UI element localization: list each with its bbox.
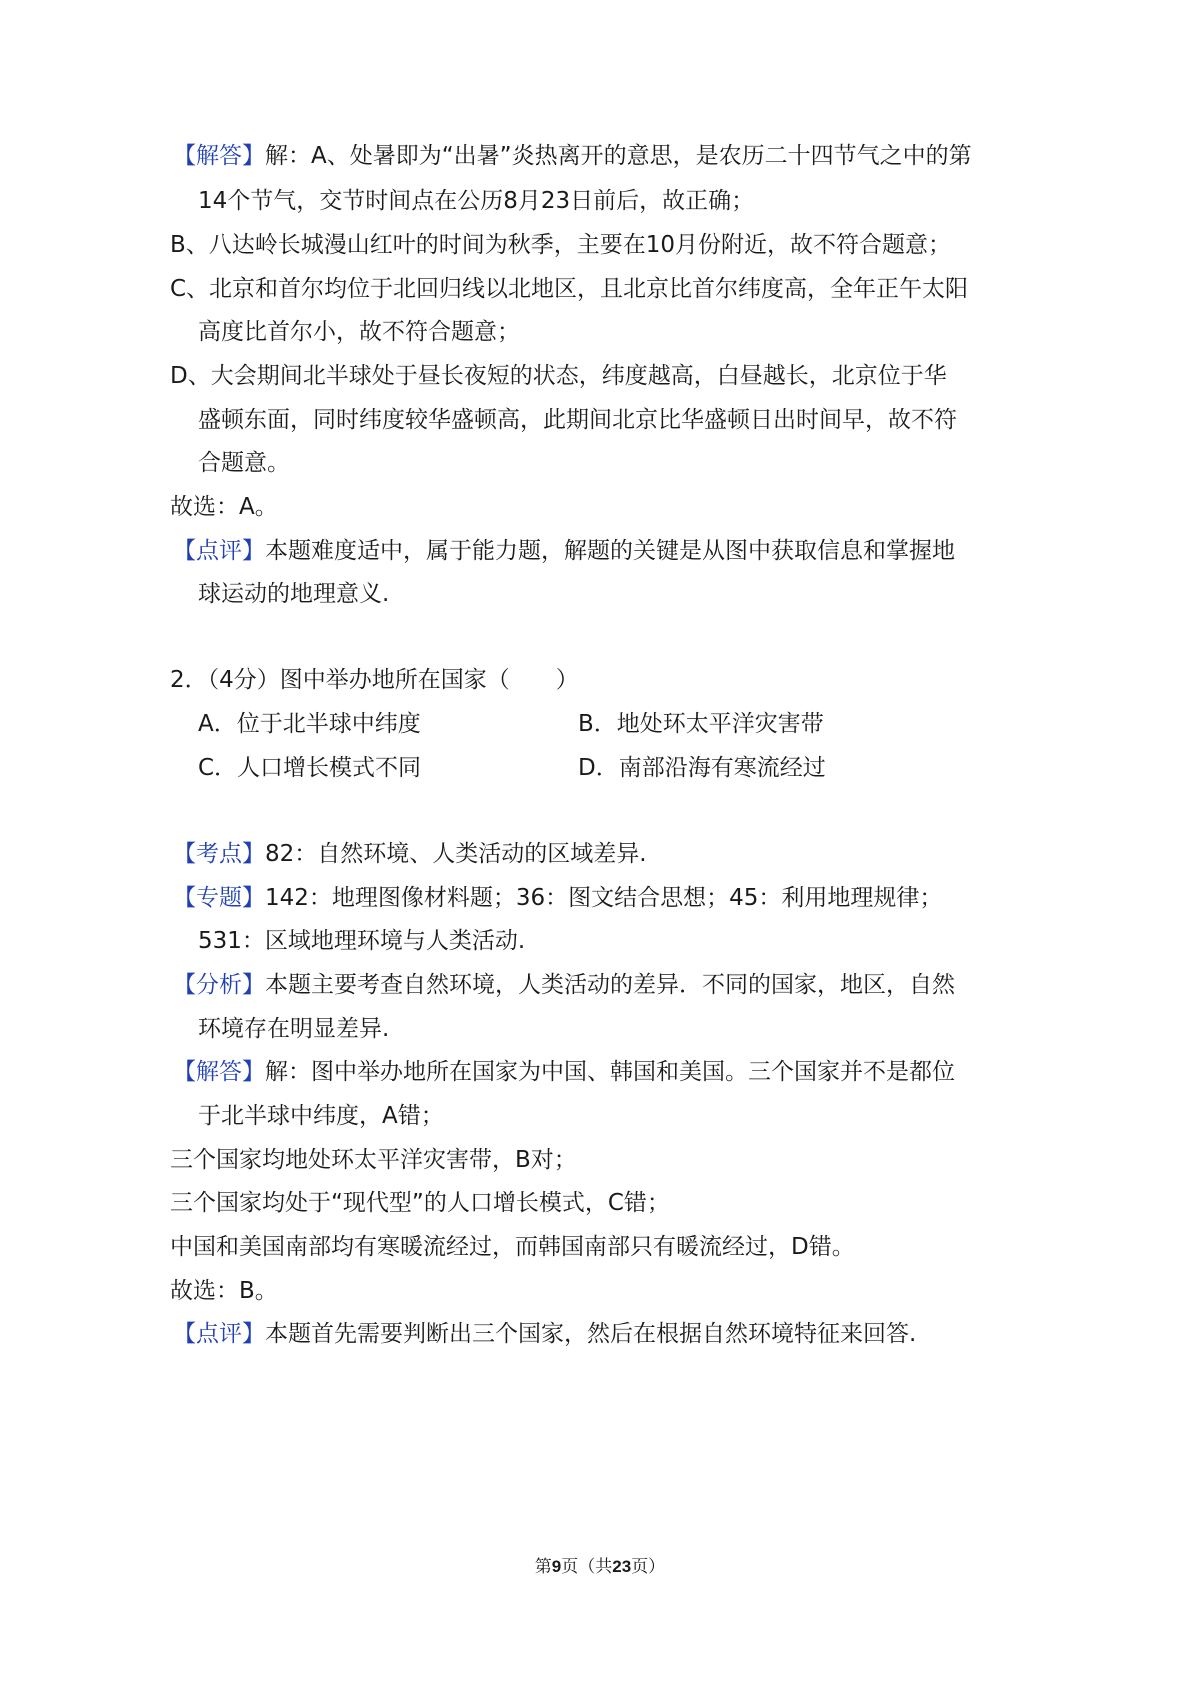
- q2-option-a: A．位于北半球中纬度: [198, 711, 421, 737]
- q1-option-d-explanation-2: 盛顿东面，同时纬度较华盛顿高，此期间北京比华盛顿日出时间早，故不符: [198, 407, 957, 433]
- q2-option-d: D．南部沿海有寒流经过: [578, 755, 826, 781]
- kaodian-text: 82：自然环境、人类活动的区域差异.: [265, 841, 647, 867]
- page-footer: [0, 1555, 1200, 1579]
- footer-page-number: 9: [551, 1557, 562, 1576]
- review-tag: 【点评】: [173, 538, 265, 564]
- q2-option-c: C．人口增长模式不同: [198, 755, 422, 781]
- q2-zhuanti-line-1: [173, 883, 942, 913]
- q2-zhuanti-line-2: 531：区域地理环境与人类活动.: [198, 928, 526, 954]
- footer-suffix: 页）: [631, 1557, 666, 1577]
- q1-option-c-explanation-1: C、北京和首尔均位于北回归线以北地区，且北京比首尔纬度高，全年正午太阳: [170, 276, 969, 302]
- review-text: 本题首先需要判断出三个国家，然后在根据自然环境特征来回答.: [265, 1321, 917, 1347]
- q2-review: [173, 1319, 916, 1349]
- fenxi-text: 本题主要考查自然环境，人类活动的差异．不同的国家，地区，自然: [265, 972, 955, 998]
- fenxi-tag: 【分析】: [173, 972, 265, 998]
- zhuanti-tag: 【专题】: [173, 885, 265, 911]
- review-tag: 【点评】: [173, 1321, 265, 1347]
- q2-fenxi-line-2: 环境存在明显差异.: [198, 1016, 390, 1042]
- q2-answer-line-2: 于北半球中纬度，A错；: [198, 1103, 444, 1129]
- q1-choice: 故选：A。: [170, 494, 278, 520]
- q2-choice: 故选：B。: [170, 1278, 278, 1304]
- answer-text: 解：图中举办地所在国家为中国、韩国和美国。三个国家并不是都位: [265, 1059, 955, 1085]
- q2-kaodian: [173, 839, 647, 869]
- answer-text: 解：A、处暑即为“出暑”炎热离开的意思，是农历二十四节气之中的第: [265, 143, 972, 169]
- zhuanti-text: 142：地理图像材料题；36：图文结合思想；45：利用地理规律；: [265, 885, 943, 911]
- q1-option-d-explanation-3: 合题意。: [198, 450, 290, 476]
- kaodian-tag: 【考点】: [173, 841, 265, 867]
- q1-option-d-explanation-1: D、大会期间北半球处于昼长夜短的状态，纬度越高，白昼越长，北京位于华: [170, 363, 947, 389]
- footer-total-pages: 23: [612, 1557, 632, 1576]
- footer-middle: 页（共: [561, 1557, 613, 1577]
- q1-review-line-1: [173, 536, 955, 566]
- q1-option-b-explanation: B、八达岭长城漫山红叶的时间为秋季，主要在10月份附近，故不符合题意；: [170, 232, 952, 258]
- q1-option-c-explanation-2: 高度比首尔小，故不符合题意；: [198, 319, 520, 345]
- q2-option-b: B．地处环太平洋灾害带: [578, 711, 824, 737]
- footer-prefix: 第: [534, 1557, 552, 1577]
- answer-tag: 【解答】: [173, 143, 265, 169]
- q2-explanation-c: 三个国家均处于“现代型”的人口增长模式，C错；: [170, 1190, 670, 1216]
- q2-stem: 2．（4分）图中举办地所在国家（ ）: [170, 667, 579, 693]
- q2-explanation-d: 中国和美国南部均有寒暖流经过，而韩国南部只有暖流经过，D错。: [170, 1234, 855, 1260]
- q2-explanation-b: 三个国家均地处环太平洋灾害带，B对；: [170, 1147, 577, 1173]
- q1-review-line-2: 球运动的地理意义.: [198, 581, 390, 607]
- review-text: 本题难度适中，属于能力题，解题的关键是从图中获取信息和掌握地: [265, 538, 955, 564]
- q2-fenxi-line-1: [173, 970, 955, 1000]
- q1-answer-line-2: 14个节气，交节时间点在公历8月23日前后，故正确；: [198, 188, 755, 214]
- answer-tag: 【解答】: [173, 1059, 265, 1085]
- q2-answer-line-1: [173, 1057, 955, 1087]
- q1-answer-line-1: [173, 141, 972, 171]
